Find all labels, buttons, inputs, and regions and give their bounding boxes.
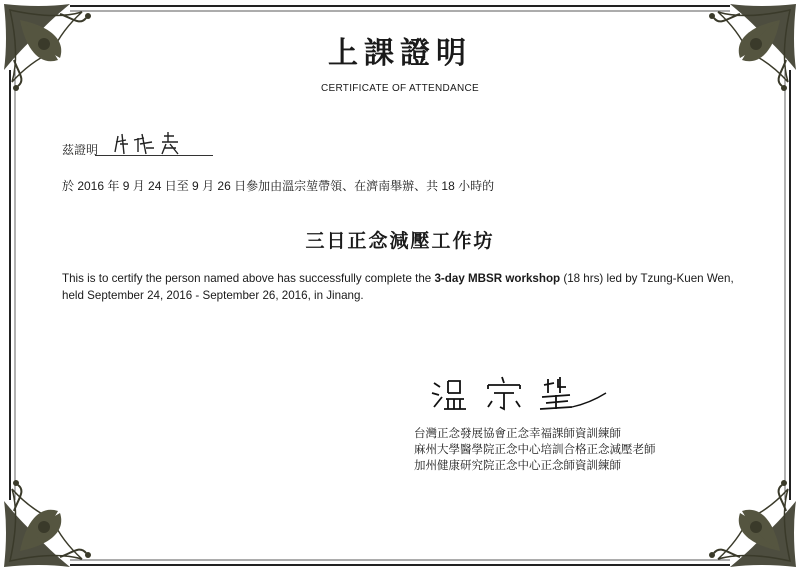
signer-title-3: 加州健康研究院正念中心正念師資訓練師 <box>414 460 621 472</box>
recipient-handwritten-name <box>112 130 192 156</box>
certificate-title: 上課證明 <box>328 36 472 71</box>
certificate-subtitle: CERTIFICATE OF ATTENDANCE <box>320 83 480 94</box>
ornament-bottom-left <box>4 480 91 567</box>
english-statement-post: (18 hrs) led by Tzung-Kuen Wen, <box>560 272 734 285</box>
signer-title-2: 麻州大學醫學院正念中心培訓合格正念減壓老師 <box>414 444 656 456</box>
signer-titles <box>414 426 656 474</box>
english-statement-dates: held September 24, 2016 - September 26, 2016, in Jinang. <box>62 289 364 302</box>
signer-title-1: 台灣正念發展協會正念幸福課師資訓練師 <box>414 428 621 440</box>
english-statement-workshop: 3-day MBSR workshop <box>434 272 561 285</box>
ornament-bottom-right <box>709 480 796 567</box>
english-statement-pre: This is to certify the person named above has successfully complete the <box>62 272 435 285</box>
chinese-statement: 於 2016 年 9 月 24 日至 9 月 26 日參加由溫宗堃帶領、在濟南舉辦、共 18 小時的 <box>62 179 495 193</box>
handwritten-signature <box>430 373 610 413</box>
recipient-label: 茲證明 <box>62 143 99 157</box>
english-statement <box>62 270 782 304</box>
workshop-title: 三日正念減壓工作坊 <box>305 230 495 252</box>
